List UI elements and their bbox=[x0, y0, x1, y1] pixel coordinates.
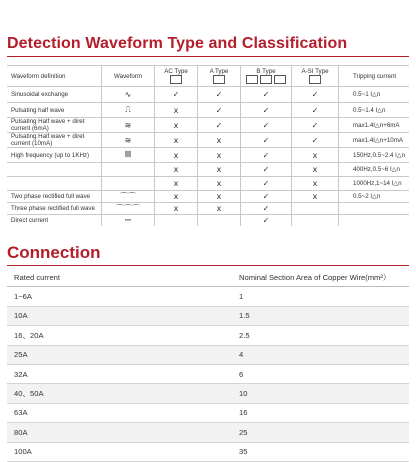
row-tripping-current: 1000Hz,1~14 I△n bbox=[339, 177, 410, 191]
connection-row bbox=[7, 364, 409, 383]
header-waveform: Waveform bbox=[102, 66, 155, 87]
row-ac-mark: ✓ bbox=[155, 87, 198, 103]
row-waveform-icon: ≋ bbox=[102, 118, 155, 133]
rated-current-value: 80A bbox=[7, 423, 232, 442]
waveform-row bbox=[7, 191, 409, 203]
row-tripping-current bbox=[339, 215, 410, 226]
row-waveform-icon: ≋ bbox=[102, 133, 155, 148]
rated-current-value: 1~6A bbox=[7, 287, 232, 306]
connection-row bbox=[7, 287, 409, 306]
row-definition: Three phase rectified full wave bbox=[7, 203, 102, 215]
row-definition: Direct current bbox=[7, 215, 102, 226]
row-definition bbox=[7, 163, 102, 177]
row-waveform-icon bbox=[102, 163, 155, 177]
waveform-row bbox=[7, 103, 409, 118]
row-waveform-icon: ⦀⦀ bbox=[102, 148, 155, 163]
connection-row bbox=[7, 306, 409, 325]
connection-header-row bbox=[7, 268, 409, 287]
section-area-value: 4 bbox=[232, 345, 409, 364]
row-ac-mark: x bbox=[155, 103, 198, 118]
rated-current-value: 40、50A bbox=[7, 384, 232, 403]
row-asi-mark bbox=[292, 203, 339, 215]
connection-row bbox=[7, 345, 409, 364]
waveform-row bbox=[7, 133, 409, 148]
row-definition: Sinusoidal exchange bbox=[7, 87, 102, 103]
b-type-icon-1 bbox=[246, 75, 258, 84]
row-definition: Pulsating Half wave + diret current (6mA) bbox=[7, 118, 102, 133]
header-asi-type bbox=[292, 66, 339, 87]
row-tripping-current: 0.5~2 I△n bbox=[339, 191, 410, 203]
b-type-label: B Type bbox=[256, 68, 276, 75]
row-a-mark: ✓ bbox=[198, 118, 241, 133]
connection-row bbox=[7, 384, 409, 403]
row-definition: Pulsating Half wave + diret current (10mA) bbox=[7, 133, 102, 148]
section-area-value: 16 bbox=[232, 403, 409, 422]
row-ac-mark: x bbox=[155, 133, 198, 148]
row-b-mark: ✓ bbox=[241, 133, 292, 148]
row-waveform-icon: ∿ bbox=[102, 87, 155, 103]
header-b-type bbox=[241, 66, 292, 87]
row-tripping-current bbox=[339, 203, 410, 215]
row-tripping-current: 0.5~1 I△n bbox=[339, 87, 410, 103]
row-tripping-current: 0.5~1.4 I△n bbox=[339, 103, 410, 118]
b-type-icon-3 bbox=[274, 75, 286, 84]
row-asi-mark: ✓ bbox=[292, 103, 339, 118]
row-a-mark: ✓ bbox=[198, 87, 241, 103]
row-asi-mark: x bbox=[292, 191, 339, 203]
row-ac-mark: x bbox=[155, 163, 198, 177]
rated-current-value: 32A bbox=[7, 364, 232, 383]
row-tripping-current: max1.4I△n+6mA bbox=[339, 118, 410, 133]
a-type-icon bbox=[213, 75, 225, 84]
row-waveform-icon: ⎍ bbox=[102, 103, 155, 118]
header-ac-type bbox=[155, 66, 198, 87]
section-area-value: 10 bbox=[232, 384, 409, 403]
row-b-mark: ✓ bbox=[241, 177, 292, 191]
row-b-mark: ✓ bbox=[241, 163, 292, 177]
row-asi-mark: ✓ bbox=[292, 87, 339, 103]
asi-type-label: A-SI Type bbox=[301, 68, 329, 75]
title-underline-2 bbox=[7, 265, 409, 266]
row-asi-mark: x bbox=[292, 148, 339, 163]
connection-row bbox=[7, 403, 409, 422]
row-asi-mark bbox=[292, 215, 339, 226]
row-definition: High frequency (up to 1KHz) bbox=[7, 148, 102, 163]
connection-row bbox=[7, 442, 409, 461]
rated-current-value: 25A bbox=[7, 345, 232, 364]
row-definition: Two phase rectified full wave bbox=[7, 191, 102, 203]
row-definition: Pulsating half wave bbox=[7, 103, 102, 118]
row-b-mark: ✓ bbox=[241, 191, 292, 203]
row-a-mark: ✓ bbox=[198, 103, 241, 118]
section-title-connection: Connection bbox=[7, 243, 101, 262]
waveform-table bbox=[7, 65, 409, 226]
row-ac-mark: x bbox=[155, 148, 198, 163]
a-type-label: A Type bbox=[209, 68, 229, 75]
asi-type-icon bbox=[309, 75, 321, 84]
row-b-mark: ✓ bbox=[241, 87, 292, 103]
header-a-type bbox=[198, 66, 241, 87]
row-a-mark: x bbox=[198, 148, 241, 163]
row-waveform-icon bbox=[102, 177, 155, 191]
row-waveform-icon: ⎓ bbox=[102, 215, 155, 226]
row-a-mark: x bbox=[198, 191, 241, 203]
section-area-value: 25 bbox=[232, 423, 409, 442]
waveform-row bbox=[7, 203, 409, 215]
section-area-value: 2.5 bbox=[232, 326, 409, 345]
waveform-row bbox=[7, 118, 409, 133]
row-asi-mark: x bbox=[292, 177, 339, 191]
waveform-row bbox=[7, 163, 409, 177]
row-tripping-current: 400Hz,0.5~6 I△n bbox=[339, 163, 410, 177]
connection-row bbox=[7, 423, 409, 442]
row-waveform-icon: ⌒⌒ bbox=[102, 191, 155, 203]
header-definition: Waveform definition bbox=[7, 66, 102, 87]
rated-current-value: 63A bbox=[7, 403, 232, 422]
ac-type-label: AC Type bbox=[164, 68, 188, 75]
connection-row bbox=[7, 326, 409, 345]
waveform-row bbox=[7, 148, 409, 163]
header-tripping: Tripping current bbox=[339, 66, 410, 87]
header-section-area: Nominal Section Area of Copper Wire(mm²） bbox=[232, 268, 409, 287]
row-asi-mark: ✓ bbox=[292, 118, 339, 133]
row-a-mark: x bbox=[198, 177, 241, 191]
row-tripping-current: max1.4I△n+10mA bbox=[339, 133, 410, 148]
ac-type-icon bbox=[170, 75, 182, 84]
header-rated-current: Rated current bbox=[7, 268, 232, 287]
row-b-mark: ✓ bbox=[241, 148, 292, 163]
row-ac-mark bbox=[155, 215, 198, 226]
row-ac-mark: x bbox=[155, 191, 198, 203]
rated-current-value: 16、20A bbox=[7, 326, 232, 345]
waveform-row bbox=[7, 177, 409, 191]
row-asi-mark: x bbox=[292, 163, 339, 177]
row-b-mark: ✓ bbox=[241, 118, 292, 133]
section-area-value: 6 bbox=[232, 364, 409, 383]
row-b-mark: ✓ bbox=[241, 215, 292, 226]
row-ac-mark: x bbox=[155, 177, 198, 191]
row-waveform-icon: ⌒⌒⌒ bbox=[102, 203, 155, 215]
row-b-mark: ✓ bbox=[241, 103, 292, 118]
section-area-value: 35 bbox=[232, 442, 409, 461]
row-tripping-current: 150Hz,0.5~2.4 I△n bbox=[339, 148, 410, 163]
b-type-icon-2 bbox=[260, 75, 272, 84]
row-definition bbox=[7, 177, 102, 191]
connection-table bbox=[7, 268, 409, 462]
section-area-value: 1 bbox=[232, 287, 409, 306]
rated-current-value: 10A bbox=[7, 306, 232, 325]
row-a-mark bbox=[198, 215, 241, 226]
row-a-mark: x bbox=[198, 163, 241, 177]
row-asi-mark: ✓ bbox=[292, 133, 339, 148]
waveform-row bbox=[7, 87, 409, 103]
row-ac-mark: x bbox=[155, 203, 198, 215]
section-title-waveform: Detection Waveform Type and Classification bbox=[7, 35, 348, 52]
table-header-row bbox=[7, 66, 409, 87]
waveform-row bbox=[7, 215, 409, 226]
row-a-mark: x bbox=[198, 203, 241, 215]
title-underline bbox=[7, 56, 409, 57]
row-b-mark: ✓ bbox=[241, 203, 292, 215]
section-area-value: 1.5 bbox=[232, 306, 409, 325]
rated-current-value: 100A bbox=[7, 442, 232, 461]
row-a-mark: x bbox=[198, 133, 241, 148]
row-ac-mark: x bbox=[155, 118, 198, 133]
